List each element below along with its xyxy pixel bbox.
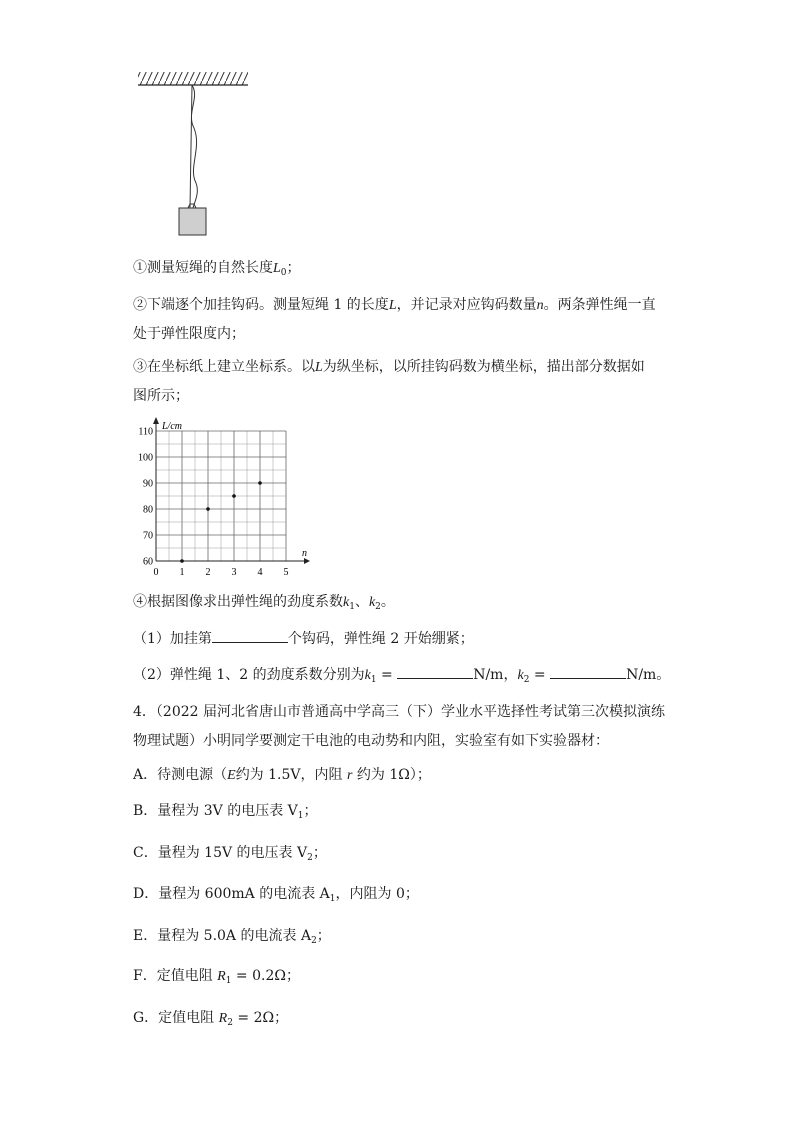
option-b: B．量程为 3V 的电压表 $V_1$；	[133, 803, 318, 821]
option-a: A．待测电源（E约为 1.5V，内阻 r 约为 1Ω）；	[133, 767, 431, 783]
var-n: n	[536, 298, 544, 313]
answer-blank-k1[interactable]	[397, 664, 473, 679]
y-tick-label: 90	[143, 478, 153, 490]
data-point	[180, 559, 184, 563]
y-axis-label: L/cm	[162, 421, 182, 432]
var-L: L	[388, 298, 397, 313]
problem-4-line-2: 物理试题）小明同学要测定干电池的电动势和内阻，实验室有如下实验器材：	[133, 733, 609, 749]
step-1-text: ①测量短绳的自然长度	[133, 260, 273, 276]
x-tick-label: 5	[283, 567, 289, 578]
x-axis-label: n	[302, 548, 307, 559]
y-axis-arrow	[153, 417, 159, 424]
y-tick-label: 80	[143, 504, 153, 516]
l-vs-n-chart	[128, 416, 318, 582]
step-1: ①测量短绳的自然长度$L_0$；	[133, 260, 301, 278]
data-point	[206, 507, 210, 511]
x-tick-label: 0	[153, 567, 159, 578]
step-4: ④根据图像求出弹性绳的劲度系数$k_1$、$k_2$。	[133, 594, 395, 612]
chart-axes	[153, 417, 310, 564]
x-tick-label: 3	[231, 567, 237, 578]
question-2: （2）弹性绳 1、2 的劲度系数分别为$k_1 = N/m$，$k_2 = N/m$。	[133, 664, 670, 687]
option-g: G．定值电阻 $R_2 = 2\Omega$；	[133, 1010, 289, 1028]
data-point	[232, 494, 236, 498]
option-f: F．定值电阻 $R_1 = 0.2\Omega$；	[133, 968, 300, 986]
option-e: E．量程为 5.0A 的电流表 $A_2$；	[133, 928, 331, 946]
data-point	[258, 481, 262, 485]
step-2-line-1: ②下端逐个加挂钩码。测量短绳 1 的长度L，并记录对应钩码数量n。两条弹性绳一直	[133, 297, 656, 313]
step-3-line-1: ③在坐标纸上建立坐标系。以L为纵坐标，以所挂钩码数为横坐标，描出部分数据如	[133, 359, 645, 375]
apparatus-figure	[130, 68, 255, 243]
weight-hook	[188, 204, 196, 208]
answer-blank-k2[interactable]	[550, 664, 626, 679]
chart-grid	[156, 431, 286, 561]
long-rope	[191, 85, 197, 208]
var-L0-sub: 0	[280, 268, 287, 278]
question-1: （1）加挂第 个钩码，弹性绳 2 开始绷紧；	[133, 628, 474, 649]
x-tick-label: 1	[179, 567, 185, 578]
y-tick-label: 70	[143, 530, 153, 542]
answer-blank-1[interactable]	[212, 628, 288, 643]
ceiling-hatch	[138, 72, 248, 85]
y-tick-label: 110	[138, 426, 153, 438]
y-tick-label: 60	[143, 556, 153, 568]
y-tick-label: 100	[138, 452, 153, 464]
short-rope	[190, 85, 192, 208]
problem-4-line-1: 4．（2022 届河北省唐山市普通高中学高三（下）学业水平选择性考试第三次模拟演练	[133, 704, 665, 720]
weight-block	[179, 208, 206, 235]
step-3-line-2: 图所示；	[133, 388, 189, 404]
var-L0: L	[273, 261, 281, 276]
option-c: C．量程为 15V 的电压表 $V_2$；	[133, 845, 327, 863]
x-tick-label: 2	[205, 567, 211, 578]
step-2-line-2: 处于弹性限度内；	[133, 326, 245, 342]
x-tick-label: 4	[257, 567, 263, 578]
option-d: D．量程为 600mA 的电流表 $A_1$，内阻为 0；	[133, 886, 419, 904]
